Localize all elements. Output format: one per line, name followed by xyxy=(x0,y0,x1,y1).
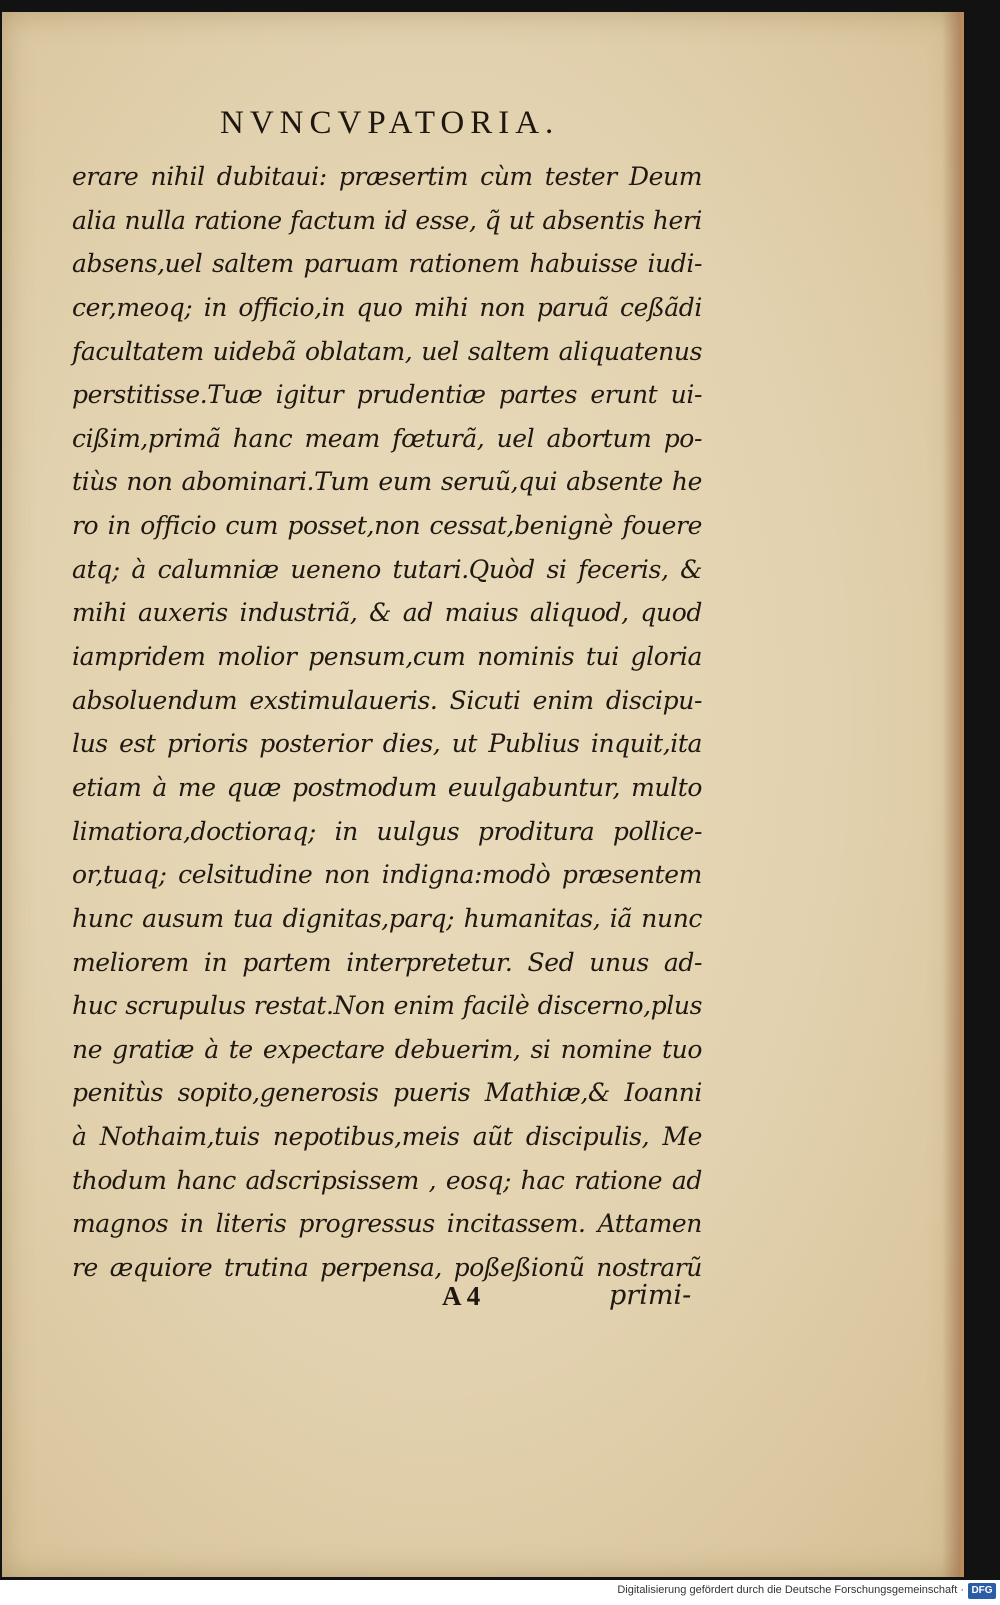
text-line: etiam à me quæ postmodum euulgabuntur, multo xyxy=(72,772,702,802)
text-line: penitùs sopito,generosis pueris Mathiæ,& Ioanni xyxy=(72,1078,702,1108)
text-line: re æquiore trutina perpensa, poßeßionũ nostrarũ xyxy=(72,1253,702,1283)
text-line: atq; à calumniæ ueneno tutari.Quòd si feceris, & xyxy=(72,554,702,584)
text-line: meliorem in partem interpretetur. Sed unus ad- xyxy=(72,947,702,977)
text-line: absens,uel saltem paruam rationem habuisse iudi- xyxy=(72,249,702,279)
text-line: cißim,primã hanc meam fœturã, uel abortum po- xyxy=(72,423,702,453)
text-line: cer,meoq; in officio,in quo mihi non paruã ceßãdi xyxy=(72,292,702,322)
text-line: tiùs non abominari.Tum eum seruũ,qui absente he xyxy=(72,467,702,497)
text-line: hunc ausum tua dignitas,parq; humanitas, iã nunc xyxy=(72,903,702,933)
text-line: iampridem molior pensum,cum nominis tui gloria xyxy=(72,642,702,672)
text-line: absoluendum exstimulaueris. Sicuti enim discipu- xyxy=(72,685,702,715)
funding-credit: Digitalisierung gefördert durch die Deutsche Forschungsgemeinschaft · xyxy=(617,1584,964,1596)
text-line: à Nothaim,tuis nepotibus,meis aũt discipulis, Me xyxy=(72,1122,702,1152)
text-line: lus est prioris posterior dies, ut Publius inquit,ita xyxy=(72,729,702,759)
running-head: NVNCVPATORIA. xyxy=(220,105,560,141)
text-line: facultatem uidebã oblatam, uel saltem aliquatenus xyxy=(72,336,702,366)
text-line: ne gratiæ à te expectare debuerim, si nomine tuo xyxy=(72,1034,702,1064)
text-line: alia nulla ratione factum id esse, q̃ ut absentis heri xyxy=(72,205,702,235)
credit-bar xyxy=(0,1580,1000,1605)
body-text xyxy=(72,155,702,1290)
text-line: limatiora,doctioraq; in uulgus proditura pollice- xyxy=(72,816,702,846)
text-line: ro in officio cum posset,non cessat,benignè fouere xyxy=(72,511,702,541)
text-line: perstitisse.Tuæ igitur prudentiæ partes erunt ui- xyxy=(72,380,702,410)
text-line: thodum hanc adscripsissem , eosq; hac ratione ad xyxy=(72,1165,702,1195)
text-line: erare nihil dubitaui: præsertim cùm tester Deum xyxy=(72,162,702,191)
book-page xyxy=(2,12,964,1577)
signature-mark: A 4 xyxy=(442,1281,481,1311)
text-line: or,tuaq; celsitudine non indigna:modò præsentem xyxy=(72,860,702,890)
text-line: mihi auxeris industriã, & ad maius aliquod, quod xyxy=(72,598,702,628)
text-line: magnos in literis progressus incitassem. Attamen xyxy=(72,1209,702,1239)
dfg-logo: DFG xyxy=(968,1583,996,1599)
catchword: primi- xyxy=(609,1280,692,1311)
text-line: huc scrupulus restat.Non enim facilè discerno,plus xyxy=(72,991,702,1021)
